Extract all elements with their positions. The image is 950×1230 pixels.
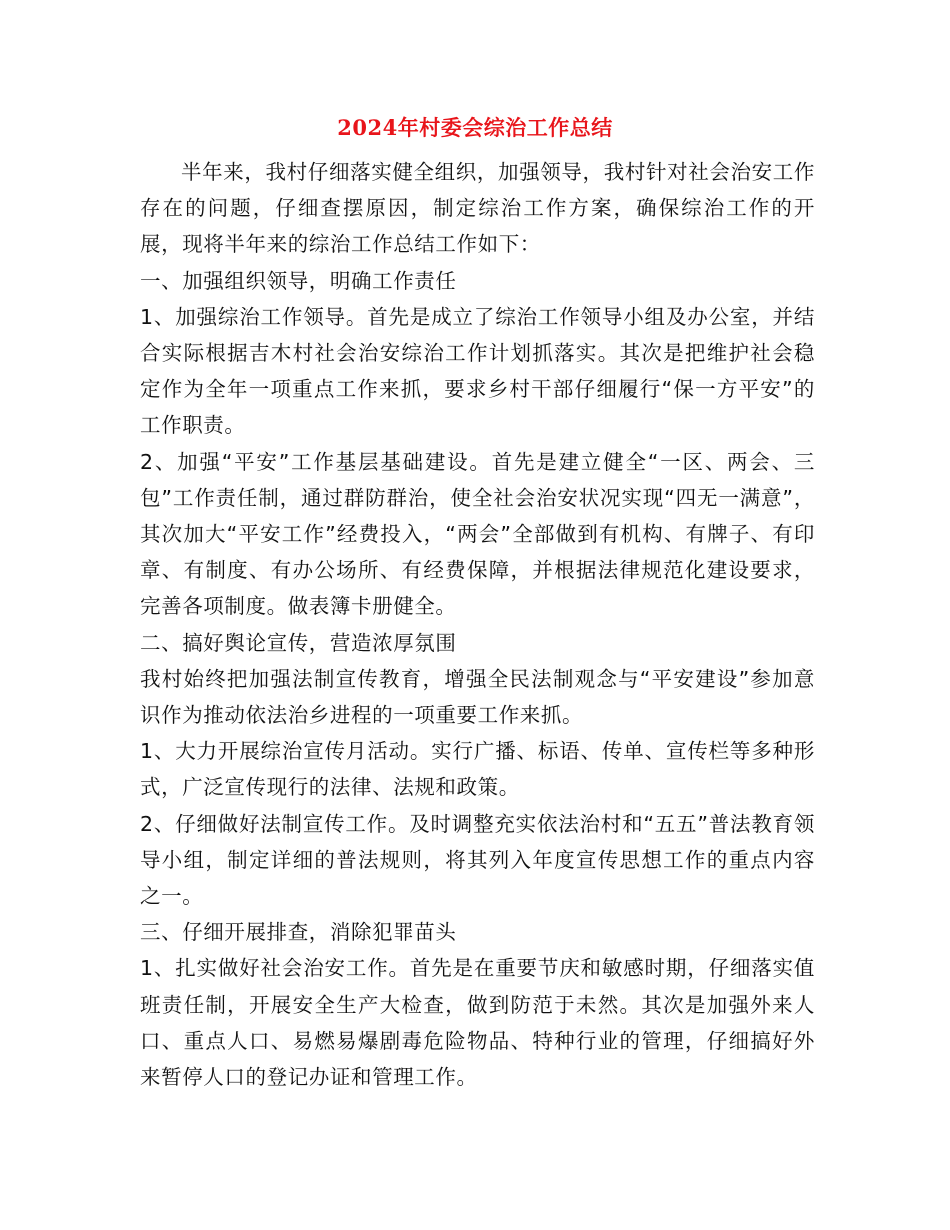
section-heading-1: 一、加强组织领导，明确工作责任 bbox=[140, 268, 457, 293]
document-title: 2024年村委会综治工作总结 bbox=[337, 115, 613, 140]
paragraph-2-intro: 我村始终把加强法制宣传教育，增强全民法制观念与“平安建设”参加意识作为推动依法治乡进程的一项重要工作来抓。 bbox=[140, 666, 815, 728]
paragraph-1-2: 2、加强“平安”工作基层基础建设。首先是建立健全“一区、两会、三包”工作责任制，通过群防群治，使全社会治安状况实现“四无一满意”，其次加大“平安工作”经费投入，“两会”全部做到有机构、有牌子、有印章、有制度、有办公场所、有经费保障，并根据法律规范化建设要求，完善各项制度。做表簿卡册健全。 bbox=[140, 449, 815, 619]
paragraph-3-1: 1、扎实做好社会治安工作。首先是在重要节庆和敏感时期，仔细落实值班责任制，开展安全生产大检查，做到防范于未然。其次是加强外来人口、重点人口、易燃易爆剧毒危险物品、特种行业的管理，仔细搞好外来暂停人口的登记办证和管理工作。 bbox=[140, 956, 815, 1090]
section-heading-3: 三、仔细开展排查，消除犯罪苗头 bbox=[140, 920, 457, 945]
paragraph-2-1: 1、大力开展综治宣传月活动。实行广播、标语、传单、宣传栏等多种形式，广泛宣传现行的法律、法规和政策。 bbox=[140, 739, 815, 800]
section-heading-2: 二、搞好舆论宣传，营造浓厚氛围 bbox=[140, 630, 457, 655]
document-body bbox=[140, 154, 815, 1095]
paragraph-intro: 半年来，我村仔细落实健全组织，加强领导，我村针对社会治安工作存在的问题，仔细查摆原因，制定综治工作方案，确保综治工作的开展，现将半年来的综治工作总结工作如下： bbox=[140, 160, 815, 257]
paragraph-2-2: 2、仔细做好法制宣传工作。及时调整充实依法治村和“五五”普法教育领导小组，制定详细的普法规则，将其列入年度宣传思想工作的重点内容之一。 bbox=[140, 811, 815, 909]
paragraph-1-1: 1、加强综治工作领导。首先是成立了综治工作领导小组及办公室，并结合实际根据吉木村社会治安综治工作计划抓落实。其次是把维护社会稳定作为全年一项重点工作来抓，要求乡村干部仔细履行“保一方平安”的工作职责。 bbox=[140, 304, 815, 438]
